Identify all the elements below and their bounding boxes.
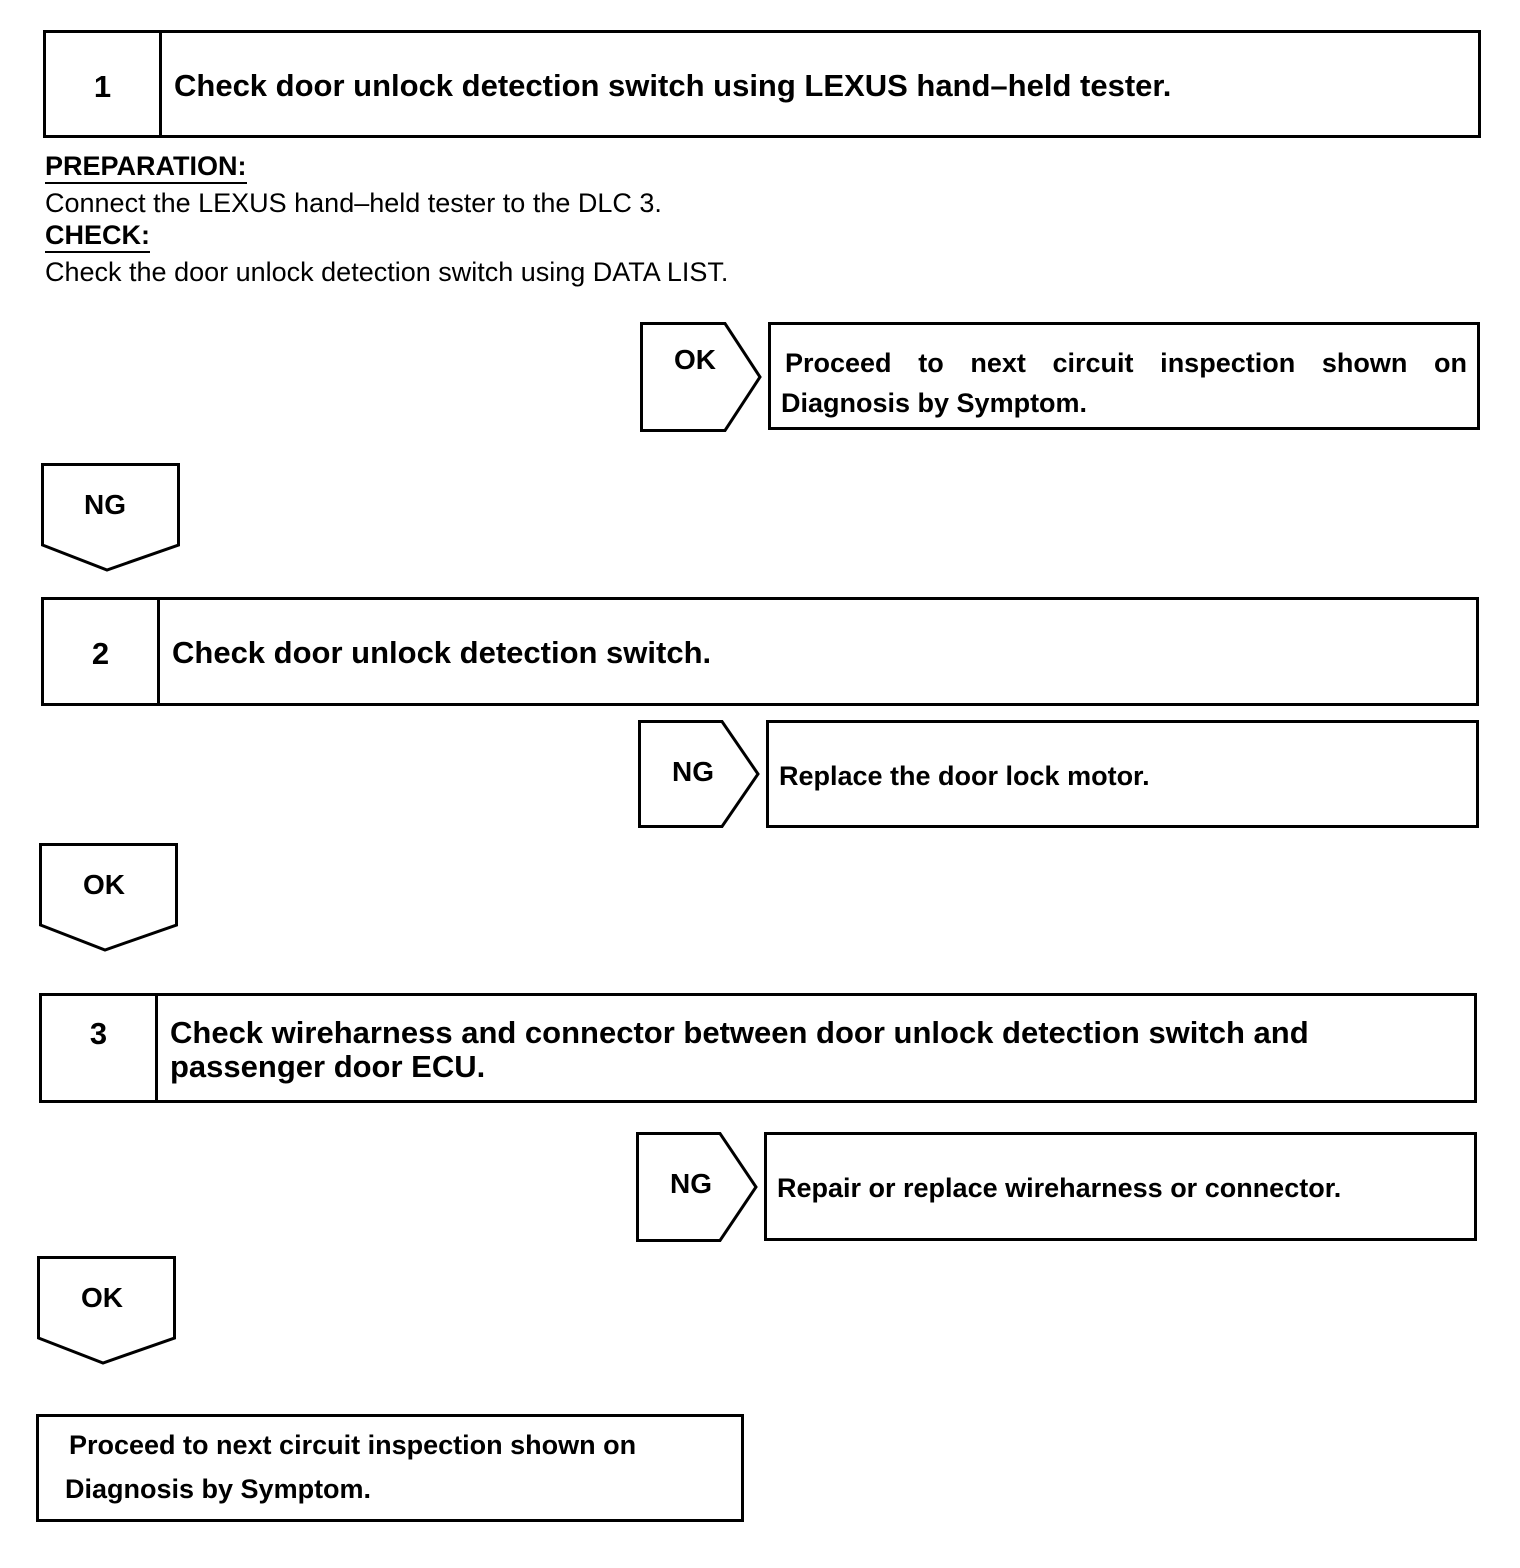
final-line-1: Proceed to next circuit inspection shown on — [69, 1430, 637, 1460]
step-2-ng-result — [766, 720, 1479, 828]
ng-label: NG — [672, 756, 714, 787]
step-2-box — [41, 597, 1479, 706]
step-3-ng-result — [764, 1132, 1477, 1241]
check-text: Check the door unlock detection switch using DATA LIST. — [45, 257, 729, 287]
step-1-ok-branch — [640, 322, 765, 432]
step-2-ng-branch — [638, 720, 763, 828]
step-3-number: 3 — [42, 996, 158, 1100]
step-2-title: Check door unlock detection switch. — [172, 635, 712, 670]
result-line-2: Diagnosis by Symptom. — [781, 388, 1088, 418]
final-line-2: Diagnosis by Symptom. — [65, 1474, 372, 1504]
ng-label: NG — [84, 489, 126, 520]
result-line-1: Proceed to next circuit inspection shown on — [785, 348, 1467, 378]
preparation-text: Connect the LEXUS hand–held tester to the DLC 3. — [45, 188, 662, 218]
step-2-number: 2 — [44, 600, 160, 703]
step-3-box — [39, 993, 1477, 1103]
ok-label: OK — [81, 1282, 123, 1313]
check-label: CHECK: — [45, 219, 150, 253]
step-1-number: 1 — [46, 33, 162, 135]
step-3-ng-branch — [636, 1132, 761, 1242]
step-1-title: Check door unlock detection switch using LEXUS hand–held tester. — [174, 68, 1172, 103]
result-text: Replace the door lock motor. — [779, 761, 1150, 791]
ok-label: OK — [674, 344, 716, 375]
right-arrow-icon — [640, 322, 765, 432]
step-2-ok-branch — [39, 843, 179, 953]
step-1-box — [43, 30, 1481, 138]
ng-label: NG — [670, 1168, 712, 1199]
step-3-ok-branch — [37, 1256, 177, 1366]
ok-label: OK — [83, 869, 125, 900]
step-3-title-line-1: Check wireharness and connector between door unlock detection switch and — [170, 1015, 1309, 1050]
result-text: Repair or replace wireharness or connector. — [777, 1173, 1342, 1203]
preparation-label: PREPARATION: — [45, 150, 247, 184]
step-3-title — [158, 996, 1309, 1100]
final-result — [36, 1414, 744, 1522]
step-3-title-line-2: passenger door ECU. — [170, 1049, 486, 1084]
preparation-section — [45, 150, 728, 288]
step-1-ng-branch — [41, 463, 181, 573]
step-1-ok-result — [768, 322, 1480, 430]
